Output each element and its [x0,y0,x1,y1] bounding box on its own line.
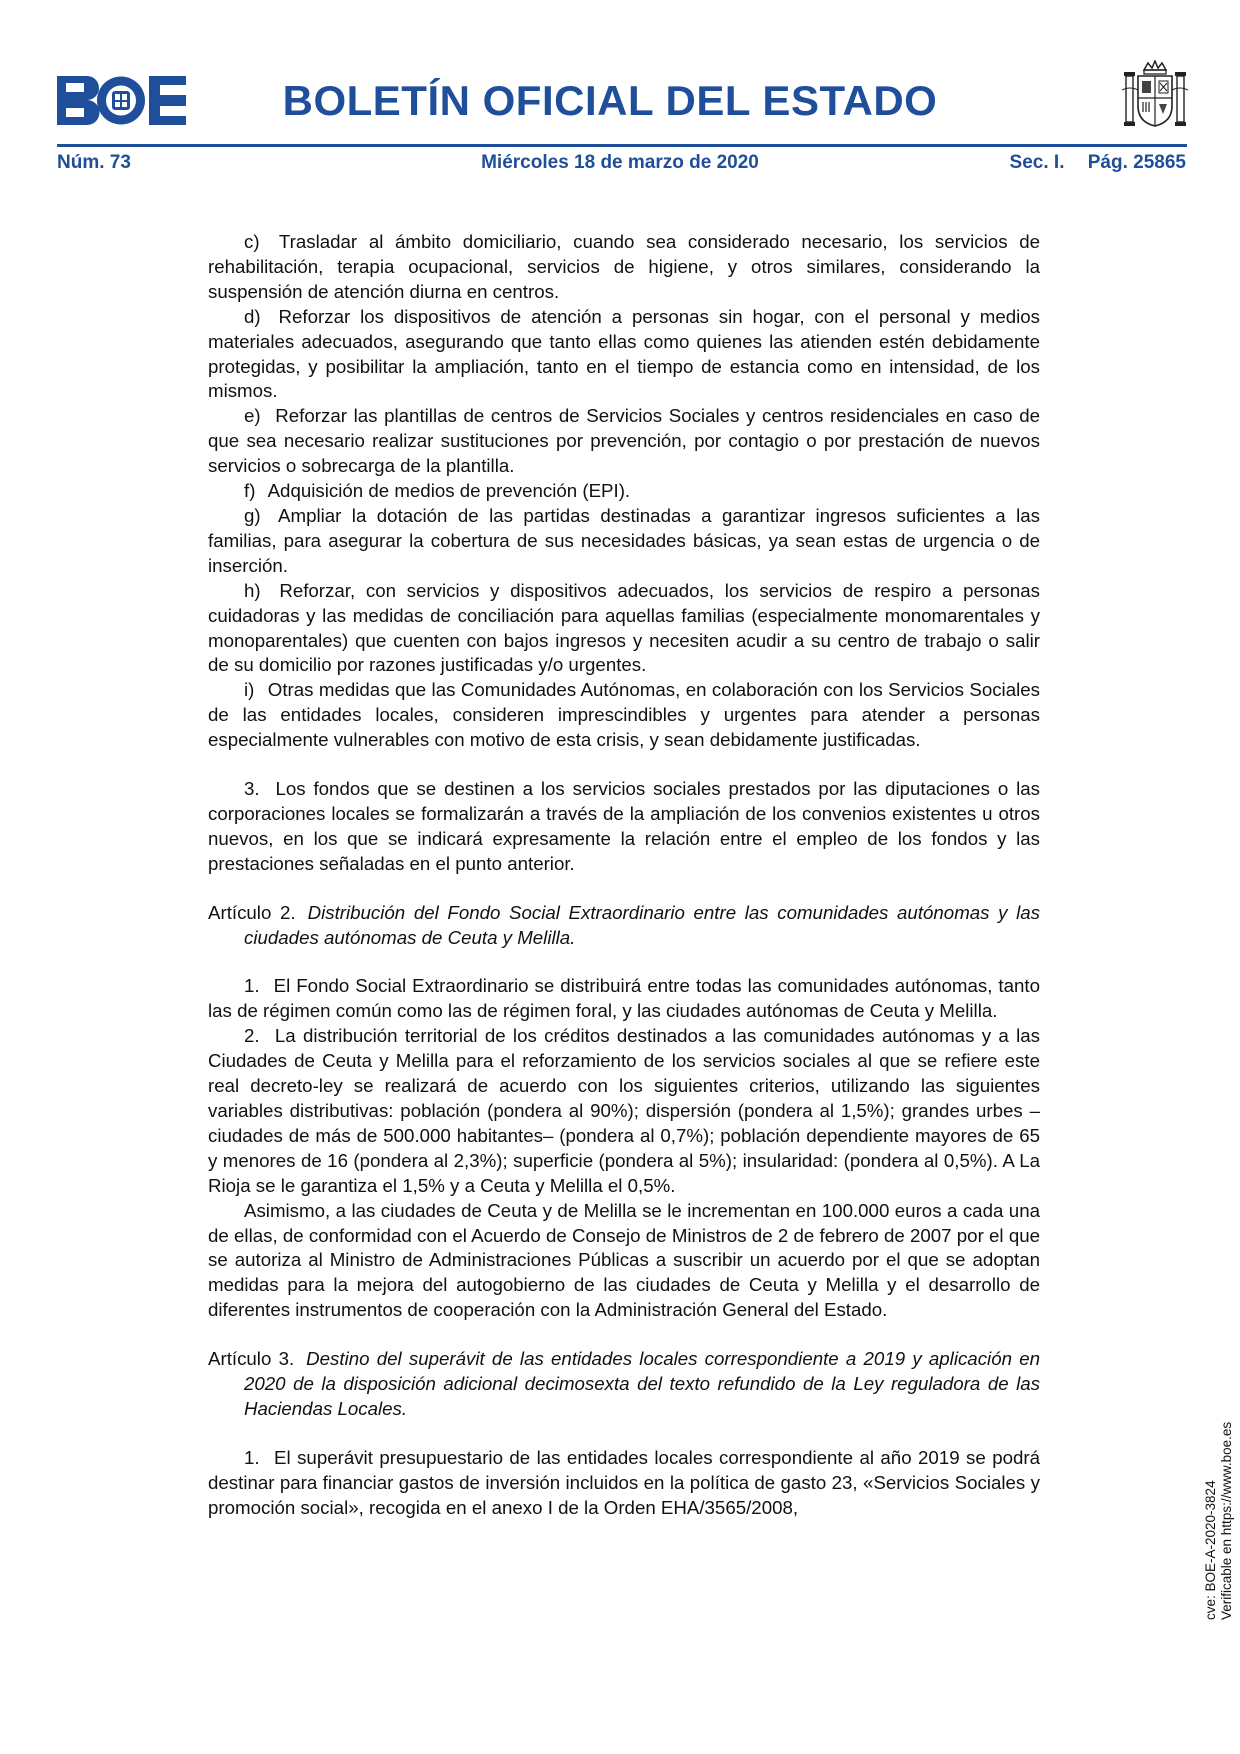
paragraph: h) Reforzar, con servicios y dispositivos adecuados, los servicios de respiro a personas cuidadoras y las medidas de conciliación para aquellas familias (especialmente monomarentales y monoparentales) que cuenten con bajos ingresos y necesiten acudir a su centro de trabajo o salir de su domicilio por razones justificadas y/o urgentes. [208,579,1040,676]
boe-logo [57,76,186,125]
paragraph: 3. Los fondos que se destinen a los servicios sociales prestados por las diputaciones o las corporaciones locales se formalizarán a través de la ampliación de los convenios existentes u otros nuevos, en los que se indicará expresamente la relación entre el empleo de los fondos y las prestaciones señaladas en el punto anterior. [208,778,1040,874]
article-title: Distribución del Fondo Social Extraordinario entre las comunidades autónomas y las ciudades autónomas de Ceuta y Melilla. [244,901,1040,948]
paragraph: e) Reforzar las plantillas de centros de Servicios Sociales y centros residenciales en caso de que sea necesario realizar sustituciones por prevención, por contagio o por prestación de nuevos servicios o sobrecarga de la plantilla. [208,405,1040,477]
paragraph: d) Reforzar los dispositivos de atención a personas sin hogar, con el personal y medios materiales adecuados, asegurando que tanto ellas como quienes las atienden estén debidamente protegidas, y posibilitar la ampliación, tanto en el tiempo de estancia como en intensidad, de los mismos. [208,305,1040,402]
verify-link[interactable]: Verificable en https://www.boe.es [1219,1421,1234,1620]
issue-number: Núm. 73 [57,152,131,173]
section-label: Sec. I. [1009,152,1065,173]
paragraph: i) Otras medidas que las Comunidades Autónomas, en colaboración con los Servicios Sociales de las entidades locales, consideren imprescindibles y urgentes para atender a personas especialmente vulnerables con motivo de esta crisis, y sean debidamente justificadas. [208,679,1040,751]
page-number: Pág. 25865 [1087,152,1186,173]
document-body [208,230,1040,1521]
section-and-page [1010,152,1186,175]
article-number: Artículo 3. [208,1348,295,1370]
paragraph: Asimismo, a las ciudades de Ceuta y de Melilla se le incrementan en 100.000 euros a cada una de ellas, de conformidad con el Acuerdo de Consejo de Ministros de 2 de febrero de 2007 por el que se autoriza al Ministro de Administraciones Públicas a suscribir un acuerdo por el que se adoptan medidas para la mejora del autogobierno de las ciudades de Ceuta y Melilla y el desarrollo de diferentes instrumentos de cooperación con la Administración General del Estado. [208,1199,1040,1321]
paragraph: 1. El Fondo Social Extraordinario se distribuirá entre todas las comunidades autónomas, tanto las de régimen común como las de régimen foral, y las ciudades autónomas de Ceuta y Melilla. [208,975,1040,1022]
page-title: BOLETÍN OFICIAL DEL ESTADO [282,77,938,124]
paragraph: 2. La distribución territorial de los créditos destinados a las comunidades autónomas y a las Ciudades de Ceuta y Melilla para el reforzamiento de los servicios sociales al que se refiere este real decreto-ley se realizará de acuerdo con los siguientes criterios, utilizando las siguientes variables distributivas: población (pondera al 90%); dispersión (pondera al 1,5%); grandes urbes –ciudades de más de 500.000 habitantes– (pondera al 0,7%); población dependiente mayores de 65 y menores de 16 (pondera al 2,3%); superficie (pondera al 5%); insularidad: (pondera al 0,5%). A La Rioja se le garantiza el 1,5% y a Ceuta y Melilla el 0,5%. [208,1025,1040,1196]
verification-sidebar [1203,1422,1235,1620]
issue-date: Miércoles 18 de marzo de 2020 [481,152,759,173]
paragraph: g) Ampliar la dotación de las partidas destinadas a garantizar ingresos suficientes a las familias, para asegurar la cobertura de sus necesidades básicas, ya sean estas de urgencia o de inserción. [208,504,1040,576]
paragraph: f) Adquisición de medios de prevención (EPI). [244,480,631,502]
header-rule [57,144,1187,147]
paragraph: 1. El superávit presupuestario de las entidades locales correspondiente al año 2019 se podrá destinar para financiar gastos de inversión incluidos en la política de gasto 23, «Servicios Sociales y promoción social», recogida en el anexo I de la Orden EHA/3565/2008, [208,1446,1040,1518]
article-heading [208,901,1040,951]
article-title: Destino del superávit de las entidades locales correspondiente a 2019 y aplicación en 2020 de la disposición adicional decimosexta del texto refundido de la Ley reguladora de las Haciendas Locales. [244,1348,1040,1419]
article-number: Artículo 2. [208,901,296,923]
article-heading [208,1347,1040,1422]
cve-code: cve: BOE-A-2020-3824 [1203,1480,1218,1620]
paragraph: c) Trasladar al ámbito domiciliario, cuando sea considerado necesario, los servicios de rehabilitación, terapia ocupacional, servicios de higiene, y otros similares, considerando la suspensión de atención diurna en centros. [208,231,1040,302]
coat-of-arms-icon [1122,60,1188,132]
